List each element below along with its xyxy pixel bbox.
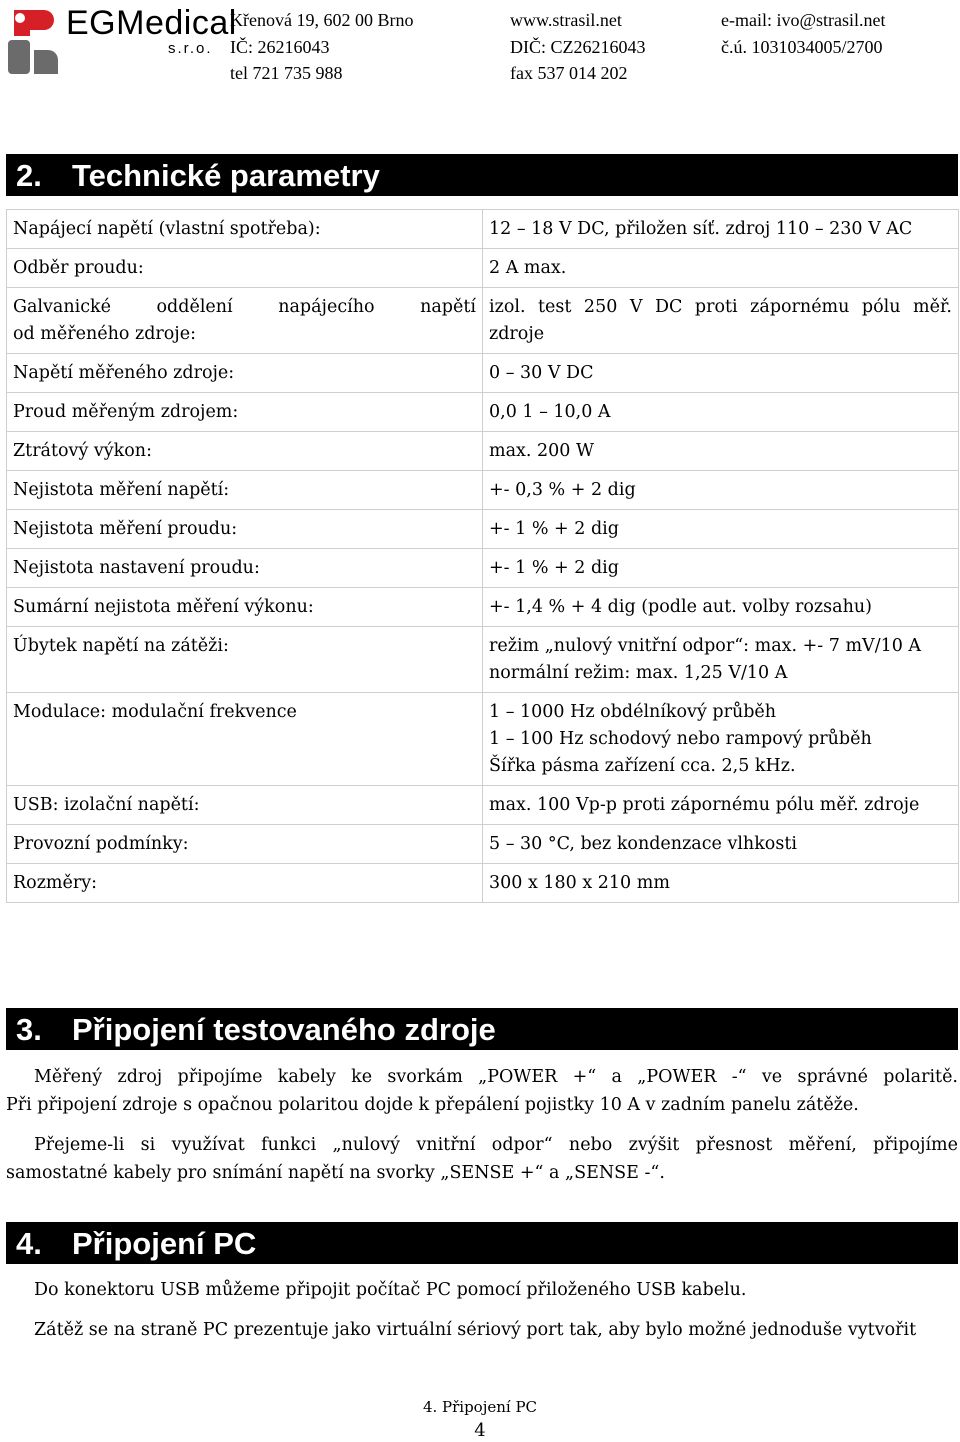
paragraph-line: Zátěž se na straně PC prezentuje jako virtuální sériový port tak, aby bylo možné jednoduše vytvořit bbox=[34, 1320, 917, 1340]
param-label: Nejistota měření proudu: bbox=[7, 510, 483, 549]
company-logo bbox=[6, 4, 237, 78]
header-web[interactable]: www.strasil.net bbox=[510, 10, 622, 30]
table-row bbox=[7, 549, 959, 588]
section-title: Připojení testovaného zdroje bbox=[72, 1012, 496, 1047]
param-value: 0,0 1 – 10,0 A bbox=[483, 393, 959, 432]
table-row bbox=[7, 210, 959, 249]
param-value: 0 – 30 V DC bbox=[483, 354, 959, 393]
param-value: +- 1 % + 2 dig bbox=[483, 510, 959, 549]
logo-subtext: s.r.o. bbox=[168, 40, 213, 57]
table-row bbox=[7, 510, 959, 549]
table-row bbox=[7, 354, 959, 393]
parameters-table bbox=[6, 209, 959, 903]
table-row bbox=[7, 288, 959, 354]
header-fax: fax 537 014 202 bbox=[510, 63, 628, 83]
param-label: Odběr proudu: bbox=[7, 249, 483, 288]
section-title: Technické parametry bbox=[72, 158, 380, 193]
section-number: 4. bbox=[16, 1226, 42, 1261]
param-label: Modulace: modulační frekvence bbox=[7, 693, 483, 786]
table-row bbox=[7, 588, 959, 627]
param-label-line: Galvanické oddělení napájecího napětí bbox=[13, 297, 476, 317]
param-label: Sumární nejistota měření výkonu: bbox=[7, 588, 483, 627]
param-label: Provozní podmínky: bbox=[7, 825, 483, 864]
logo-text: EGMedical bbox=[66, 4, 237, 42]
param-label: Rozměry: bbox=[7, 864, 483, 903]
section-title: Připojení PC bbox=[72, 1226, 257, 1261]
param-label: Proud měřeným zdrojem: bbox=[7, 393, 483, 432]
param-value: 300 x 180 x 210 mm bbox=[483, 864, 959, 903]
param-value-line: 1 – 1000 Hz obdélníkový průběh bbox=[489, 702, 777, 722]
param-value: +- 1 % + 2 dig bbox=[483, 549, 959, 588]
param-value bbox=[483, 693, 959, 786]
logo-mark-icon bbox=[6, 6, 60, 76]
header-tel: tel 721 735 988 bbox=[230, 63, 343, 83]
param-value-line: režim „nulový vnitřní odpor“: max. +- 7 mV/10 A bbox=[489, 636, 922, 656]
table-row bbox=[7, 693, 959, 786]
param-value: +- 1,4 % + 4 dig (podle aut. volby rozsahu) bbox=[483, 588, 959, 627]
param-label: USB: izolační napětí: bbox=[7, 786, 483, 825]
param-value-line: Šířka pásma zařízení cca. 2,5 kHz. bbox=[489, 756, 796, 776]
section-heading-pc-connection bbox=[6, 1222, 958, 1264]
param-value: 2 A max. bbox=[483, 249, 959, 288]
header-email[interactable]: e-mail: ivo@strasil.net bbox=[721, 10, 886, 30]
param-value-line: 1 – 100 Hz schodový nebo rampový průběh bbox=[489, 729, 872, 749]
param-label-line: od měřeného zdroje: bbox=[13, 324, 196, 344]
header-address: Křenová 19, 602 00 Brno bbox=[230, 10, 414, 30]
param-label: Ztrátový výkon: bbox=[7, 432, 483, 471]
paragraph-line: Přejeme-li si využívat funkci „nulový vnitřní odpor“ nebo zvýšit přesnost měření, připojíme bbox=[34, 1135, 958, 1155]
paragraph bbox=[6, 1276, 958, 1304]
section-number: 2. bbox=[16, 158, 42, 193]
table-row bbox=[7, 471, 959, 510]
paragraph-line: Do konektoru USB můžeme připojit počítač PC pomocí přiloženého USB kabelu. bbox=[34, 1280, 747, 1300]
section-heading-source-connection bbox=[6, 1008, 958, 1050]
param-value-line: zdroje bbox=[489, 324, 545, 344]
section-number: 3. bbox=[16, 1012, 42, 1047]
param-label: Nejistota nastavení proudu: bbox=[7, 549, 483, 588]
param-value: 12 – 18 V DC, přiložen síť. zdroj 110 – 230 V AC bbox=[483, 210, 959, 249]
paragraph-line: Při připojení zdroje s opačnou polaritou dojde k přepálení pojistky 10 A v zadním panelu zátěže. bbox=[6, 1095, 859, 1115]
paragraph bbox=[6, 1316, 958, 1344]
paragraph bbox=[6, 1063, 958, 1119]
page-number: 4 bbox=[474, 1420, 486, 1441]
param-value-line: izol. test 250 V DC proti zápornému pólu měř. bbox=[489, 297, 952, 317]
section-heading-technical-parameters bbox=[6, 154, 958, 196]
table-row bbox=[7, 864, 959, 903]
param-value bbox=[483, 288, 959, 354]
param-value: +- 0,3 % + 2 dig bbox=[483, 471, 959, 510]
header-account: č.ú. 1031034005/2700 bbox=[721, 37, 883, 57]
param-label: Napětí měřeného zdroje: bbox=[7, 354, 483, 393]
param-value: max. 100 Vp-p proti zápornému pólu měř. zdroje bbox=[483, 786, 959, 825]
paragraph-line: Měřený zdroj připojíme kabely ke svorkám „POWER +“ a „POWER -“ ve správné polaritě. bbox=[34, 1067, 958, 1087]
paragraph bbox=[6, 1131, 958, 1187]
param-label: Úbytek napětí na zátěži: bbox=[7, 627, 483, 693]
table-row bbox=[7, 393, 959, 432]
param-label: Napájecí napětí (vlastní spotřeba): bbox=[7, 210, 483, 249]
param-value: 5 – 30 °C, bez kondenzace vlhkosti bbox=[483, 825, 959, 864]
param-value-line: normální režim: max. 1,25 V/10 A bbox=[489, 663, 788, 683]
header-ic: IČ: 26216043 bbox=[230, 37, 330, 57]
running-footer-title: 4. Připojení PC bbox=[422, 1398, 538, 1416]
param-value bbox=[483, 627, 959, 693]
table-row bbox=[7, 249, 959, 288]
table-row bbox=[7, 786, 959, 825]
table-row bbox=[7, 825, 959, 864]
param-value: max. 200 W bbox=[483, 432, 959, 471]
param-label bbox=[7, 288, 483, 354]
table-row bbox=[7, 627, 959, 693]
header-dic: DIČ: CZ26216043 bbox=[510, 37, 646, 57]
table-row bbox=[7, 432, 959, 471]
param-label: Nejistota měření napětí: bbox=[7, 471, 483, 510]
paragraph-line: samostatné kabely pro snímání napětí na svorky „SENSE +“ a „SENSE -“. bbox=[6, 1163, 665, 1183]
